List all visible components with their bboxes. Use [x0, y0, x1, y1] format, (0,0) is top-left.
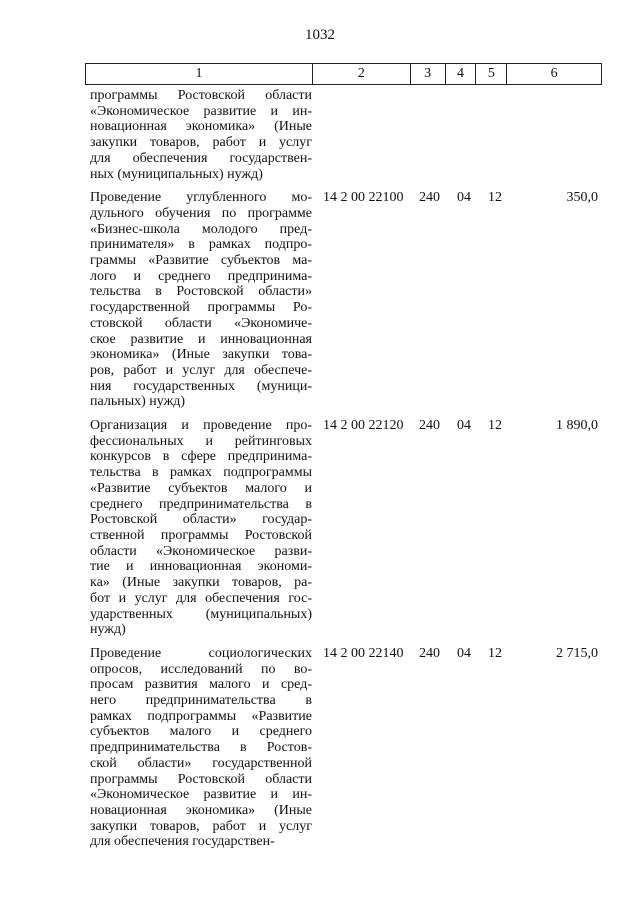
- description-line: нужд): [90, 622, 126, 638]
- description-line: рамках подпрограммы «Развитие: [90, 708, 312, 724]
- table-row: [85, 190, 602, 410]
- description-line: среднего предпринимательства в: [90, 496, 312, 512]
- description-line: тельства в рамках подпрограммы: [90, 465, 312, 481]
- description-line: ных (муниципальных) нужд): [90, 166, 263, 182]
- description-line: него предпринимательства в: [90, 693, 312, 709]
- target-code-cell: 14 2 00 22100: [323, 190, 404, 206]
- description-line: Проведение углубленного мо-: [90, 190, 312, 206]
- description-line: области «Экономическое разви-: [90, 543, 312, 559]
- description-line: опросов, исследований по во-: [90, 661, 312, 677]
- description-line: экономика» (Иные закупки това-: [90, 347, 312, 363]
- subsection-cell: 12: [488, 645, 502, 661]
- description-line: ударственных (муниципальных): [90, 606, 312, 622]
- table-row: [85, 646, 602, 850]
- description-line: ское развитие и инновационная: [90, 331, 312, 347]
- description-line: пальных) нужд): [90, 394, 186, 410]
- row-description: [90, 646, 312, 850]
- description-line: закупки товаров, работ и услуг: [90, 135, 312, 151]
- description-line: ственной программы Ростовской: [90, 527, 312, 543]
- description-line: «Развитие субъектов малого и: [90, 480, 312, 496]
- description-line: дульного обучения по программе: [90, 205, 312, 221]
- description-line: программы Ростовской области: [90, 88, 312, 103]
- expense-type-cell: 240: [419, 418, 440, 434]
- description-line: тельства в Ростовской области»: [90, 284, 312, 300]
- description-line: ния государственных (муници-: [90, 378, 312, 394]
- section-cell: 04: [457, 190, 471, 206]
- description-line: просам развития малого и сред-: [90, 677, 312, 693]
- description-line: Проведение социологических: [90, 645, 312, 661]
- description-line: тие и инновационная экономи-: [90, 559, 312, 575]
- table-body: [85, 88, 602, 858]
- row-description: [90, 418, 312, 638]
- amount-cell: 1 890,0: [556, 418, 598, 434]
- amount-cell: 350,0: [566, 190, 598, 206]
- description-line: закупки товаров, работ и услуг: [90, 818, 312, 834]
- page-number: 1032: [305, 27, 335, 43]
- header-col-1: 1: [86, 64, 313, 84]
- description-line: ров, работ и услуг для обеспече-: [90, 362, 312, 378]
- header-col-4: 4: [446, 64, 477, 84]
- description-line: принимателя» в рамках подпро-: [90, 237, 312, 253]
- description-line: новационная экономика» (Иные: [90, 802, 312, 818]
- description-line: государственной программы Ро-: [90, 300, 312, 316]
- description-line: граммы «Развитие субъектов ма-: [90, 253, 312, 269]
- description-line: программы Ростовской области: [90, 771, 312, 787]
- expense-type-cell: 240: [419, 190, 440, 206]
- description-line: для обеспечения государствен-: [90, 150, 312, 166]
- description-line: ка» (Иные закупки товаров, ра-: [90, 575, 312, 591]
- description-line: ской области» государственной: [90, 755, 312, 771]
- description-line: лого и среднего предпринима-: [90, 268, 312, 284]
- header-col-2: 2: [313, 64, 411, 84]
- target-code-cell: 14 2 00 22140: [323, 645, 404, 661]
- description-line: новационная экономика» (Иные: [90, 119, 312, 135]
- description-line: «Экономическое развитие и ин-: [90, 787, 312, 803]
- table-row: [85, 88, 602, 182]
- section-cell: 04: [457, 418, 471, 434]
- row-description: [90, 190, 312, 410]
- description-line: для обеспечения государствен-: [90, 834, 275, 850]
- target-code-cell: 14 2 00 22120: [323, 418, 404, 434]
- description-line: конкурсов в сфере предпринима-: [90, 449, 312, 465]
- row-description: [90, 88, 312, 182]
- description-line: бот и услуг для обеспечения гос-: [90, 590, 312, 606]
- table-header: [85, 63, 602, 85]
- description-line: фессиональных и рейтинговых: [90, 433, 312, 449]
- description-line: Организация и проведение про-: [90, 418, 312, 434]
- description-line: субъектов малого и среднего: [90, 724, 312, 740]
- description-line: Ростовской области» государ-: [90, 512, 312, 528]
- subsection-cell: 12: [488, 418, 502, 434]
- description-line: «Экономическое развитие и ин-: [90, 103, 312, 119]
- amount-cell: 2 715,0: [556, 645, 598, 661]
- description-line: предпринимательства в Ростов-: [90, 740, 312, 756]
- description-line: стовской области «Экономиче-: [90, 315, 312, 331]
- header-col-5: 5: [476, 64, 507, 84]
- description-line: «Бизнес-школа молодого пред-: [90, 221, 312, 237]
- header-col-3: 3: [411, 64, 446, 84]
- table-row: [85, 418, 602, 638]
- section-cell: 04: [457, 645, 471, 661]
- header-col-6: 6: [550, 66, 558, 81]
- expense-type-cell: 240: [419, 645, 440, 661]
- subsection-cell: 12: [488, 190, 502, 206]
